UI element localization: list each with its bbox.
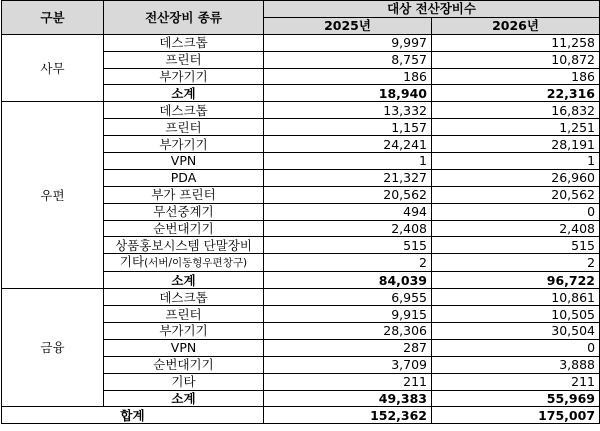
equipment-item [104, 68, 264, 85]
equipment-count-table [1, 0, 600, 424]
equipment-item [104, 237, 264, 254]
subtotal-y2025: 18,940 [264, 85, 432, 102]
header-row-1 [2, 1, 600, 18]
equipment-item-label: 무선중계기 [153, 204, 214, 220]
equipment-item [104, 153, 264, 170]
count-y2025: 28,306 [264, 323, 432, 340]
count-y2026: 515 [432, 237, 600, 254]
equipment-item [104, 339, 264, 356]
count-y2025: 24,241 [264, 136, 432, 153]
count-y2026: 28,191 [432, 136, 600, 153]
equipment-item [104, 186, 264, 203]
table-row [2, 34, 600, 51]
equipment-item-label: 기타 [171, 374, 196, 390]
count-y2026: 2 [432, 254, 600, 272]
subtotal-y2025: 49,383 [264, 390, 432, 407]
equipment-item-label: PDA [170, 170, 197, 186]
equipment-item-label: 프린터 [165, 306, 202, 322]
count-y2025: 6,955 [264, 289, 432, 306]
equipment-item-label: 데스크톱 [159, 289, 208, 305]
equipment-item-label: 부가 프린터 [151, 187, 216, 203]
count-y2026: 1 [432, 153, 600, 170]
header-category: 구분 [2, 1, 104, 35]
equipment-item-label: VPN [170, 153, 197, 169]
count-y2026: 1,251 [432, 119, 600, 136]
equipment-item-label: 부가기기 [159, 69, 208, 84]
count-y2026: 10,505 [432, 306, 600, 323]
equipment-item-label: 순번대기기 [153, 357, 214, 373]
count-y2025: 2 [264, 254, 432, 272]
equipment-item-note: (서버/이동형우편창구) [144, 257, 248, 270]
equipment-item [104, 220, 264, 237]
count-y2026: 16,832 [432, 102, 600, 119]
count-y2026: 11,258 [432, 34, 600, 51]
count-y2025: 211 [264, 373, 432, 390]
subtotal-y2026: 96,722 [432, 272, 600, 289]
count-y2026: 20,562 [432, 186, 600, 203]
equipment-item-label: 부가기기 [159, 136, 208, 152]
count-y2026: 2,408 [432, 220, 600, 237]
table-row [2, 102, 600, 119]
equipment-item [104, 323, 264, 340]
count-y2025: 186 [264, 68, 432, 85]
count-y2026: 10,861 [432, 289, 600, 306]
equipment-item-label: 프린터 [165, 119, 202, 135]
equipment-item [104, 203, 264, 220]
table-row [2, 289, 600, 306]
count-y2026: 0 [432, 203, 600, 220]
total-y2026: 175,007 [432, 407, 600, 424]
total-row [2, 407, 600, 424]
count-y2026: 0 [432, 339, 600, 356]
subtotal-y2026: 22,316 [432, 85, 600, 102]
count-y2025: 9,997 [264, 34, 432, 51]
equipment-item [104, 373, 264, 390]
equipment-item-label: 프린터 [165, 52, 202, 68]
header-year-2025: 2025년 [264, 17, 432, 34]
count-y2026: 3,888 [432, 356, 600, 373]
equipment-item-label: 기타 [119, 254, 145, 270]
group-label: 우편 [2, 102, 104, 289]
equipment-item-label: 데스크톱 [159, 35, 208, 51]
equipment-item [104, 102, 264, 119]
equipment-item [104, 356, 264, 373]
subtotal-label: 소계 [104, 85, 264, 102]
count-y2025: 3,709 [264, 356, 432, 373]
header-target-count: 대상 전산장비수 [264, 1, 600, 18]
equipment-item-label: 상품홍보시스템 단말장비 [115, 237, 252, 253]
count-y2025: 20,562 [264, 186, 432, 203]
count-y2026: 186 [432, 68, 600, 85]
header-year-2026: 2026년 [432, 17, 600, 34]
count-y2025: 1,157 [264, 119, 432, 136]
equipment-item [104, 169, 264, 186]
equipment-item-label: 순번대기기 [153, 221, 214, 237]
subtotal-y2025: 84,039 [264, 272, 432, 289]
count-y2025: 2,408 [264, 220, 432, 237]
equipment-item [104, 136, 264, 153]
equipment-item [104, 51, 264, 68]
equipment-item [104, 306, 264, 323]
group-label: 금융 [2, 289, 104, 407]
count-y2025: 494 [264, 203, 432, 220]
count-y2025: 515 [264, 237, 432, 254]
header-equipment-type: 전산장비 종류 [104, 1, 264, 35]
total-y2025: 152,362 [264, 407, 432, 424]
group-label: 사무 [2, 34, 104, 102]
equipment-item-label: VPN [170, 340, 197, 356]
count-y2025: 1 [264, 153, 432, 170]
table-body [2, 34, 600, 424]
equipment-item [104, 119, 264, 136]
equipment-item-label: 부가기기 [159, 323, 208, 339]
count-y2026: 30,504 [432, 323, 600, 340]
subtotal-label: 소계 [104, 390, 264, 407]
subtotal-y2026: 55,969 [432, 390, 600, 407]
total-label: 합계 [2, 407, 264, 424]
count-y2025: 21,327 [264, 169, 432, 186]
count-y2026: 211 [432, 373, 600, 390]
count-y2025: 9,915 [264, 306, 432, 323]
count-y2025: 8,757 [264, 51, 432, 68]
count-y2025: 13,332 [264, 102, 432, 119]
count-y2026: 26,960 [432, 169, 600, 186]
equipment-item [104, 34, 264, 51]
count-y2026: 10,872 [432, 51, 600, 68]
count-y2025: 287 [264, 339, 432, 356]
subtotal-label: 소계 [104, 272, 264, 289]
equipment-item [104, 254, 264, 272]
equipment-item [104, 289, 264, 306]
equipment-item-label: 데스크톱 [159, 102, 208, 118]
